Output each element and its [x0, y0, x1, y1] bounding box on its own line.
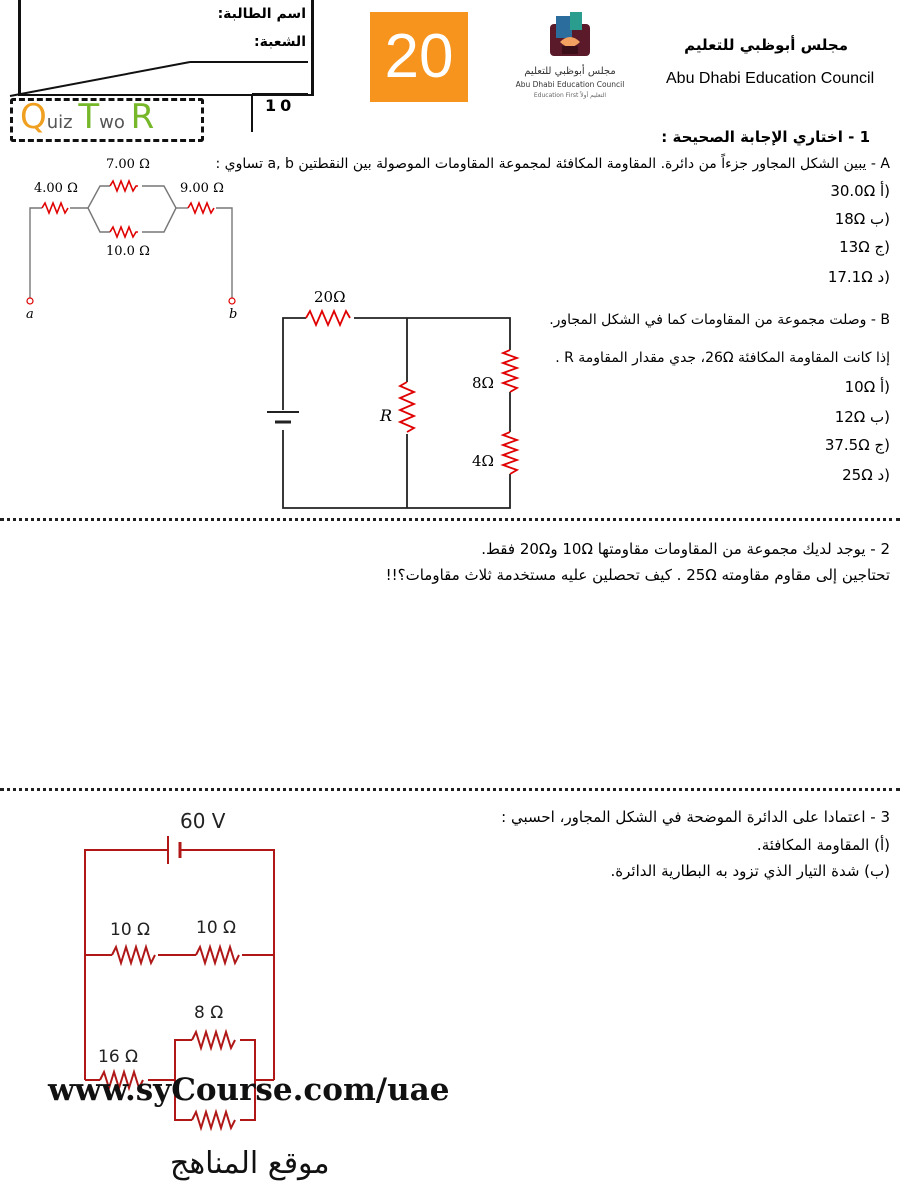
adec-logo-icon	[540, 6, 600, 64]
council-arabic: مجلس أبوظبي للتعليم	[684, 36, 848, 54]
logo-english: Abu Dhabi Education Council	[515, 80, 625, 89]
quiz-title	[20, 97, 155, 140]
quiz-q-letter: Q	[20, 97, 47, 137]
council-english: Abu Dhabi Education Council	[666, 70, 875, 87]
resistor-9ohm	[188, 203, 214, 213]
q1b-option: (د 25Ω	[842, 466, 890, 484]
label-r3: 10.0 Ω	[106, 244, 150, 259]
watermark-url: www.syCourse.com/uae	[48, 1072, 450, 1108]
label-20ohm: 20Ω	[314, 288, 346, 306]
divider-2	[0, 788, 900, 791]
label-4ohm: 4Ω	[472, 452, 494, 470]
q2-line1: 2 - يوجد لديك مجموعة من المقاومات مقاومتها 10Ω و20Ω فقط.	[481, 540, 890, 558]
label-r1: 4.00 Ω	[34, 181, 78, 196]
label-R: R	[380, 406, 393, 425]
label-8ohm-3: 8 Ω	[194, 1003, 224, 1023]
resistor-4ohm-2	[503, 432, 517, 474]
q1a-option: (ج 13Ω	[839, 238, 890, 256]
q3-line1: 3 - اعتمادا على الدائرة الموضحة في الشكل المجاور، احسبي :	[501, 808, 890, 826]
resistor-8ohm	[503, 350, 517, 392]
q1-heading: 1 - اختاري الإجابة الصحيحة :	[661, 128, 870, 146]
resistor-20ohm	[306, 311, 350, 325]
quiz-r-letter: R	[130, 97, 155, 137]
label-a: a	[26, 307, 34, 322]
circuit-2-diagram	[260, 280, 530, 515]
q1a-option: (د 17.1Ω	[827, 268, 890, 286]
section-label: الشعبة:	[253, 34, 306, 50]
watermark-site: موقع المناهج	[170, 1146, 330, 1181]
label-10ohm-b: 10 Ω	[196, 918, 237, 938]
resistor-10ohm-b	[196, 947, 239, 963]
q3-line3: (ب) شدة التيار الذي تزود به البطارية الدائرة.	[610, 862, 890, 880]
quiz-uiz: uiz	[46, 112, 79, 133]
resistor-hidden	[192, 1112, 235, 1128]
label-60v: 60 V	[180, 809, 226, 833]
q1a-option: (ب 18Ω	[834, 210, 890, 228]
q1b-text: B - وصلت مجموعة من المقاومات كما في الشكل المجاور.	[549, 312, 890, 328]
q1b-option: (أ 10Ω	[844, 378, 890, 396]
label-8ohm: 8Ω	[472, 374, 494, 392]
label-r2: 7.00 Ω	[106, 157, 150, 172]
logo-tagline: Education First التعليم أولاً	[533, 92, 607, 99]
label-r4: 9.00 Ω	[180, 181, 224, 196]
resistor-4ohm	[42, 203, 68, 213]
q1b-text2: إذا كانت المقاومة المكافئة 26Ω، جدي مقدار المقاومة R .	[555, 350, 890, 366]
q1a-option: (أ 30.0Ω	[830, 182, 890, 200]
resistor-7ohm	[110, 181, 138, 191]
q2-line2: تحتاجين إلى مقاوم مقاومته 25Ω . كيف تحصلين عليه مستخدمة ثلاث مقاومات؟!!	[385, 566, 890, 584]
label-b: b	[229, 307, 238, 322]
quiz-wo: wo	[99, 112, 131, 133]
logo-arabic: مجلس أبوظبي للتعليم	[524, 66, 616, 77]
quiz-t-letter: T	[78, 97, 100, 137]
terminal-b	[229, 298, 235, 304]
label-10ohm-a: 10 Ω	[110, 920, 151, 940]
resistor-8ohm-3	[192, 1032, 235, 1048]
q1a-text: A - يبين الشكل المجاور جزءاً من دائرة. المقاومة المكافئة لمجموعة المقاومات الموصولة بين النقطتين a, b تساوي :	[215, 156, 890, 172]
label-16ohm: 16 Ω	[98, 1047, 139, 1067]
max-score: 10	[265, 96, 296, 115]
q1b-option: (ب 12Ω	[834, 408, 890, 426]
circuit-1-diagram	[0, 150, 260, 330]
q3-line2: (أ) المقاومة المكافئة.	[756, 836, 890, 854]
q1b-option: (ج 37.5Ω	[824, 436, 890, 454]
score-box	[370, 12, 468, 102]
terminal-a	[27, 298, 33, 304]
resistor-R	[400, 382, 414, 432]
resistor-10ohm-a	[112, 947, 155, 963]
divider-1	[0, 518, 900, 521]
student-name-label: اسم الطالبة:	[217, 6, 306, 22]
resistor-10ohm	[110, 227, 138, 237]
score-value: 20	[384, 22, 454, 91]
